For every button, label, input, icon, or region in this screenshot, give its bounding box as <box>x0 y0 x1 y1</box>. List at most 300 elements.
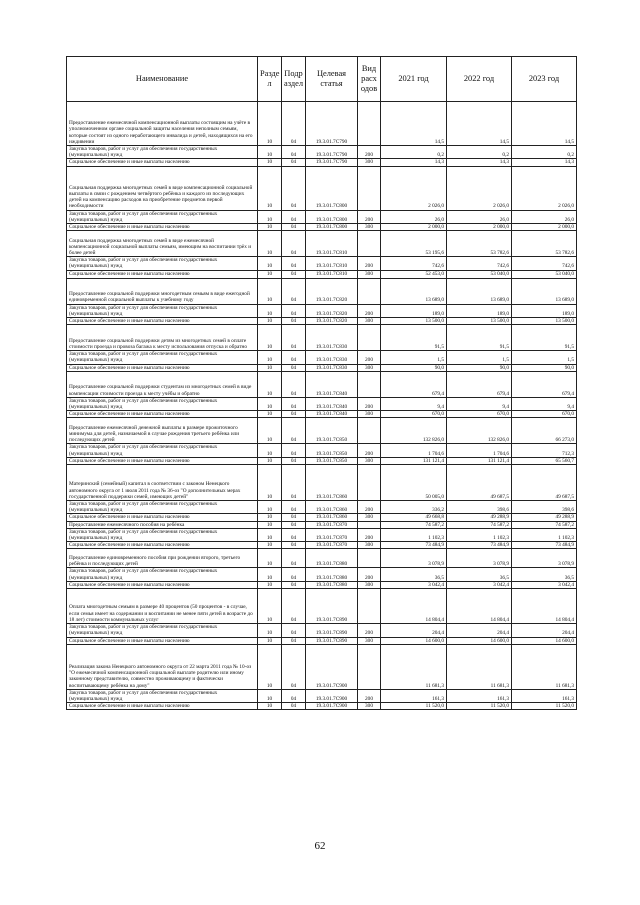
cell-vid: 200 <box>358 624 381 637</box>
table-row <box>67 542 577 549</box>
cell-y2022: 189,0 <box>447 304 512 317</box>
cell-name: Реализация закона Ненецкого автономного округа от 22 марта 2011 года № 10-оз "О ежемесячной компенсационной социальной выплате родителю или иному законному представителю, совместно проживающему и фактически воспитывающему ребёнка на дому" <box>67 644 258 689</box>
cell-tsel: 19.3.01.7С850 <box>306 444 358 457</box>
cell-tsel: 19.3.01.7С820 <box>306 278 358 304</box>
cell-razdel: 10 <box>258 465 282 501</box>
table-row <box>67 231 577 257</box>
cell-vid: 200 <box>358 210 381 223</box>
cell-vid: 300 <box>358 581 381 588</box>
cell-name: Закупка товаров, работ и услуг для обеспечения государственных (муниципальных) нужд <box>67 689 258 702</box>
cell-podrazdel: 04 <box>282 549 306 568</box>
cell-y2021: 53 195,6 <box>381 231 447 257</box>
cell-tsel: 19.3.01.7С830 <box>306 364 358 371</box>
cell-tsel: 19.3.01.7С870 <box>306 521 358 528</box>
table-row <box>67 224 577 231</box>
table-row <box>67 528 577 541</box>
cell-y2022: 3 042,4 <box>447 581 512 588</box>
cell-razdel: 10 <box>258 210 282 223</box>
cell-y2023: 670,0 <box>512 411 577 418</box>
cell-vid: 200 <box>358 501 381 514</box>
cell-tsel: 19.3.01.7С810 <box>306 257 358 270</box>
table-row <box>67 514 577 521</box>
cell-y2022: 26,0 <box>447 210 512 223</box>
cell-podrazdel: 04 <box>282 146 306 159</box>
cell-y2021: 670,0 <box>381 411 447 418</box>
cell-razdel: 10 <box>258 637 282 644</box>
cell-y2022: 53 782,6 <box>447 231 512 257</box>
cell-podrazdel: 04 <box>282 637 306 644</box>
cell-y2021: 14,3 <box>381 159 447 166</box>
cell-podrazdel: 04 <box>282 364 306 371</box>
table-row <box>67 397 577 410</box>
table-row <box>67 589 577 624</box>
column-header-y2022: 2022 год <box>447 57 512 102</box>
cell-razdel: 10 <box>258 166 282 210</box>
cell-tsel: 19.3.01.7С900 <box>306 689 358 702</box>
cell-y2021: 36,5 <box>381 568 447 581</box>
cell-name: Предоставление ежемесячной компенсационной выплаты состоящим на учёте в уполномоченном органе социальной защиты населения неполным семьям, которые состоят из одного неработающего инвалида и детей, находящихся на его иждивении <box>67 102 258 146</box>
cell-tsel: 19.3.01.7С830 <box>306 351 358 364</box>
cell-vid <box>358 589 381 624</box>
cell-y2021: 1 102,3 <box>381 528 447 541</box>
cell-podrazdel: 04 <box>282 278 306 304</box>
cell-razdel: 10 <box>258 703 282 710</box>
cell-y2023: 1,5 <box>512 351 577 364</box>
cell-y2023: 712,3 <box>512 444 577 457</box>
cell-tsel: 19.3.01.7С870 <box>306 528 358 541</box>
cell-y2022: 74 587,2 <box>447 521 512 528</box>
cell-vid: 300 <box>358 224 381 231</box>
cell-y2023: 679,4 <box>512 371 577 397</box>
cell-tsel: 19.3.01.7С790 <box>306 102 358 146</box>
cell-razdel: 10 <box>258 270 282 278</box>
cell-vid <box>358 418 381 444</box>
cell-name: Закупка товаров, работ и услуг для обеспечения государственных (муниципальных) нужд <box>67 568 258 581</box>
cell-podrazdel: 04 <box>282 457 306 464</box>
cell-tsel: 19.3.01.7С860 <box>306 514 358 521</box>
cell-podrazdel: 04 <box>282 371 306 397</box>
cell-razdel: 10 <box>258 318 282 325</box>
cell-y2023: 49 687,5 <box>512 465 577 501</box>
cell-razdel: 10 <box>258 568 282 581</box>
cell-podrazdel: 04 <box>282 257 306 270</box>
cell-podrazdel: 04 <box>282 304 306 317</box>
cell-y2023: 91,5 <box>512 325 577 351</box>
cell-name: Закупка товаров, работ и услуг для обеспечения государственных (муниципальных) нужд <box>67 444 258 457</box>
cell-y2022: 1,5 <box>447 351 512 364</box>
cell-tsel: 19.3.01.7С800 <box>306 166 358 210</box>
cell-y2022: 161,3 <box>447 689 512 702</box>
column-header-name: Наименование <box>67 57 258 102</box>
cell-y2023: 11 520,0 <box>512 703 577 710</box>
cell-razdel: 10 <box>258 278 282 304</box>
cell-podrazdel: 04 <box>282 501 306 514</box>
column-header-razdel: Разде л <box>258 57 282 102</box>
cell-y2022: 1 102,3 <box>447 528 512 541</box>
cell-name: Предоставление социальной поддержки студентам из многодетных семей в виде компенсации стоимости проезда к месту учёбы и обратно <box>67 371 258 397</box>
cell-y2022: 36,5 <box>447 568 512 581</box>
cell-y2021: 14,5 <box>381 102 447 146</box>
cell-podrazdel: 04 <box>282 514 306 521</box>
table-row <box>67 318 577 325</box>
table-row <box>67 351 577 364</box>
cell-razdel: 10 <box>258 457 282 464</box>
cell-name: Социальное обеспечение и иные выплаты населению <box>67 224 258 231</box>
cell-podrazdel: 04 <box>282 568 306 581</box>
cell-name: Социальное обеспечение и иные выплаты населению <box>67 457 258 464</box>
cell-y2022: 11 520,0 <box>447 703 512 710</box>
table-row <box>67 521 577 528</box>
cell-y2022: 0,2 <box>447 146 512 159</box>
cell-y2023: 14,5 <box>512 102 577 146</box>
cell-name: Закупка товаров, работ и услуг для обеспечения государственных (муниципальных) нужд <box>67 397 258 410</box>
cell-razdel: 10 <box>258 514 282 521</box>
cell-podrazdel: 04 <box>282 521 306 528</box>
cell-y2023: 13 689,0 <box>512 278 577 304</box>
cell-y2023: 65 560,7 <box>512 457 577 464</box>
cell-vid <box>358 325 381 351</box>
cell-podrazdel: 04 <box>282 411 306 418</box>
cell-y2023: 161,3 <box>512 689 577 702</box>
cell-y2022: 11 681,3 <box>447 644 512 689</box>
cell-vid <box>358 371 381 397</box>
cell-tsel: 19.3.01.7С850 <box>306 457 358 464</box>
cell-y2023: 90,0 <box>512 364 577 371</box>
cell-razdel: 10 <box>258 351 282 364</box>
cell-y2023: 2 000,0 <box>512 224 577 231</box>
cell-y2023: 3 042,4 <box>512 581 577 588</box>
cell-y2022: 742,6 <box>447 257 512 270</box>
cell-razdel: 10 <box>258 231 282 257</box>
cell-y2023: 36,5 <box>512 568 577 581</box>
cell-y2023: 14 600,0 <box>512 637 577 644</box>
table-row <box>67 465 577 501</box>
cell-razdel: 10 <box>258 325 282 351</box>
cell-podrazdel: 04 <box>282 231 306 257</box>
cell-y2021: 73 484,9 <box>381 542 447 549</box>
cell-y2023: 204,4 <box>512 624 577 637</box>
budget-table <box>66 56 577 710</box>
cell-name: Материнский (семейный) капитал в соответствии с законом Ненецкого автономного округа от 1 июля 2011 года № 36-оз "О дополнительных мерах государственной поддержки семей, имеющих детей" <box>67 465 258 501</box>
cell-y2021: 50 005,0 <box>381 465 447 501</box>
cell-vid: 200 <box>358 146 381 159</box>
table-row <box>67 270 577 278</box>
cell-tsel: 19.3.01.7С890 <box>306 589 358 624</box>
cell-podrazdel: 04 <box>282 318 306 325</box>
cell-name: Закупка товаров, работ и услуг для обеспечения государственных (муниципальных) нужд <box>67 624 258 637</box>
cell-y2023: 49 288,9 <box>512 514 577 521</box>
table-row <box>67 457 577 464</box>
table-row <box>67 371 577 397</box>
cell-podrazdel: 04 <box>282 444 306 457</box>
table-row <box>67 159 577 166</box>
cell-vid: 300 <box>358 364 381 371</box>
cell-y2022: 49 288,9 <box>447 514 512 521</box>
table-row <box>67 549 577 568</box>
cell-vid <box>358 465 381 501</box>
cell-tsel: 19.3.01.7С860 <box>306 465 358 501</box>
cell-podrazdel: 04 <box>282 689 306 702</box>
cell-tsel: 19.3.01.7С860 <box>306 501 358 514</box>
cell-y2023: 11 681,3 <box>512 644 577 689</box>
cell-y2022: 2 000,0 <box>447 224 512 231</box>
cell-y2022: 679,4 <box>447 371 512 397</box>
table-row <box>67 278 577 304</box>
cell-y2022: 73 484,9 <box>447 542 512 549</box>
cell-name: Закупка товаров, работ и услуг для обеспечения государственных (муниципальных) нужд <box>67 146 258 159</box>
cell-tsel: 19.3.01.7С810 <box>306 270 358 278</box>
cell-y2021: 161,3 <box>381 689 447 702</box>
table-row <box>67 102 577 146</box>
cell-podrazdel: 04 <box>282 465 306 501</box>
table-row <box>67 703 577 710</box>
cell-name: Закупка товаров, работ и услуг для обеспечения государственных (муниципальных) нужд <box>67 210 258 223</box>
cell-y2021: 49 668,8 <box>381 514 447 521</box>
cell-podrazdel: 04 <box>282 644 306 689</box>
cell-y2021: 204,4 <box>381 624 447 637</box>
cell-y2022: 14 804,4 <box>447 589 512 624</box>
cell-name: Закупка товаров, работ и услуг для обеспечения государственных (муниципальных) нужд <box>67 501 258 514</box>
cell-tsel: 19.3.01.7С880 <box>306 568 358 581</box>
cell-y2021: 0,2 <box>381 146 447 159</box>
cell-name: Социальная поддержка многодетных семей в виде ежемесячной компенсационной социальной выплаты семьям, имеющим на воспитании трёх и более детей <box>67 231 258 257</box>
cell-y2023: 398,6 <box>512 501 577 514</box>
cell-vid: 300 <box>358 318 381 325</box>
cell-vid <box>358 278 381 304</box>
cell-tsel: 19.3.01.7С890 <box>306 624 358 637</box>
cell-tsel: 19.3.01.7С790 <box>306 159 358 166</box>
cell-podrazdel: 04 <box>282 166 306 210</box>
cell-y2022: 91,5 <box>447 325 512 351</box>
cell-y2023: 14,3 <box>512 159 577 166</box>
cell-y2021: 189,0 <box>381 304 447 317</box>
table-row <box>67 444 577 457</box>
cell-podrazdel: 04 <box>282 581 306 588</box>
cell-y2021: 1 704,6 <box>381 444 447 457</box>
cell-name: Социальное обеспечение и иные выплаты населению <box>67 270 258 278</box>
cell-y2022: 14 600,0 <box>447 637 512 644</box>
cell-name: Социальное обеспечение и иные выплаты населению <box>67 581 258 588</box>
cell-y2023: 66 273,0 <box>512 418 577 444</box>
cell-razdel: 10 <box>258 542 282 549</box>
cell-podrazdel: 04 <box>282 528 306 541</box>
cell-y2021: 74 587,2 <box>381 521 447 528</box>
cell-name: Социальное обеспечение и иные выплаты населению <box>67 514 258 521</box>
cell-vid: 300 <box>358 637 381 644</box>
table-row <box>67 257 577 270</box>
cell-y2021: 336,2 <box>381 501 447 514</box>
cell-name: Социальная поддержка многодетных семей в виде компенсационной социальной выплаты в связи с рождением четвёртого ребёнка и каждого из последующих детей на компенсацию расходов на приобретение предметов первой необходимости <box>67 166 258 210</box>
cell-podrazdel: 04 <box>282 624 306 637</box>
cell-tsel: 19.3.01.7С840 <box>306 411 358 418</box>
cell-name: Оплата многодетным семьям в размере 40 процентов (50 процентов - в случае, если семья имеет на содержании и воспитании не менее пяти детей в возрасте до 18 лет) стоимости коммунальных услуг <box>67 589 258 624</box>
cell-tsel: 19.3.01.7С820 <box>306 304 358 317</box>
cell-vid <box>358 549 381 568</box>
cell-vid: 300 <box>358 270 381 278</box>
cell-y2022: 2 026,0 <box>447 166 512 210</box>
cell-name: Предоставление социальной поддержки детям из многодетных семей в оплате стоимости проезда и провоза багажа к месту использования отпуска и обратно <box>67 325 258 351</box>
cell-y2021: 52 453,0 <box>381 270 447 278</box>
cell-tsel: 19.3.01.7С900 <box>306 644 358 689</box>
cell-name: Предоставление социальной поддержки многодетным семьям в виде ежегодной единовременной социальной выплаты к учебному году <box>67 278 258 304</box>
cell-y2021: 2 026,0 <box>381 166 447 210</box>
cell-podrazdel: 04 <box>282 351 306 364</box>
column-header-vid: Вид расх одов <box>358 57 381 102</box>
table-row <box>67 689 577 702</box>
cell-tsel: 19.3.01.7С870 <box>306 542 358 549</box>
table-row <box>67 411 577 418</box>
cell-razdel: 10 <box>258 589 282 624</box>
cell-y2021: 11 681,3 <box>381 644 447 689</box>
budget-table-container <box>66 56 576 710</box>
cell-y2023: 13 500,0 <box>512 318 577 325</box>
cell-y2023: 53 782,6 <box>512 231 577 257</box>
table-row <box>67 501 577 514</box>
cell-podrazdel: 04 <box>282 397 306 410</box>
cell-y2021: 13 689,0 <box>381 278 447 304</box>
cell-y2023: 9,4 <box>512 397 577 410</box>
cell-y2021: 679,4 <box>381 371 447 397</box>
cell-y2023: 53 040,0 <box>512 270 577 278</box>
cell-vid <box>358 231 381 257</box>
cell-tsel: 19.3.01.7С830 <box>306 325 358 351</box>
cell-razdel: 10 <box>258 528 282 541</box>
cell-podrazdel: 04 <box>282 325 306 351</box>
cell-razdel: 10 <box>258 418 282 444</box>
cell-podrazdel: 04 <box>282 102 306 146</box>
cell-tsel: 19.3.01.7С800 <box>306 210 358 223</box>
table-row <box>67 568 577 581</box>
cell-podrazdel: 04 <box>282 703 306 710</box>
cell-podrazdel: 04 <box>282 542 306 549</box>
cell-razdel: 10 <box>258 257 282 270</box>
cell-y2023: 73 484,9 <box>512 542 577 549</box>
cell-y2023: 742,6 <box>512 257 577 270</box>
cell-name: Предоставление ежемесячной денежной выплаты в размере прожиточного минимума для детей, назначаемой в случае рождения третьего ребёнка или последующих детей <box>67 418 258 444</box>
table-row <box>67 304 577 317</box>
cell-tsel: 19.3.01.7С840 <box>306 397 358 410</box>
cell-vid: 200 <box>358 397 381 410</box>
cell-vid: 200 <box>358 257 381 270</box>
cell-name: Социальное обеспечение и иные выплаты населению <box>67 318 258 325</box>
cell-name: Закупка товаров, работ и услуг для обеспечения государственных (муниципальных) нужд <box>67 304 258 317</box>
cell-y2021: 2 000,0 <box>381 224 447 231</box>
cell-razdel: 10 <box>258 364 282 371</box>
table-row <box>67 418 577 444</box>
table-row <box>67 644 577 689</box>
cell-razdel: 10 <box>258 146 282 159</box>
cell-y2023: 3 078,9 <box>512 549 577 568</box>
cell-name: Социальное обеспечение и иные выплаты населению <box>67 364 258 371</box>
cell-vid <box>358 644 381 689</box>
column-header-y2021: 2021 год <box>381 57 447 102</box>
cell-vid: 300 <box>358 514 381 521</box>
cell-name: Социальное обеспечение и иные выплаты населению <box>67 703 258 710</box>
cell-razdel: 10 <box>258 644 282 689</box>
table-header <box>67 57 577 102</box>
column-header-y2023: 2023 год <box>512 57 577 102</box>
cell-y2023: 1 102,3 <box>512 528 577 541</box>
cell-tsel: 19.3.01.7С810 <box>306 231 358 257</box>
cell-name: Социальное обеспечение и иные выплаты населению <box>67 637 258 644</box>
cell-y2022: 131 121,4 <box>447 457 512 464</box>
cell-y2022: 49 687,5 <box>447 465 512 501</box>
cell-podrazdel: 04 <box>282 589 306 624</box>
column-header-tsel: Целевая статья <box>306 57 358 102</box>
cell-vid: 300 <box>358 457 381 464</box>
cell-name: Предоставление ежемесячного пособия на ребёнка <box>67 521 258 528</box>
cell-name: Социальное обеспечение и иные выплаты населению <box>67 159 258 166</box>
cell-tsel: 19.3.01.7С900 <box>306 703 358 710</box>
cell-y2022: 3 078,9 <box>447 549 512 568</box>
cell-y2021: 13 500,0 <box>381 318 447 325</box>
cell-razdel: 10 <box>258 371 282 397</box>
cell-y2021: 3 042,4 <box>381 581 447 588</box>
cell-y2021: 14 600,0 <box>381 637 447 644</box>
cell-y2022: 204,4 <box>447 624 512 637</box>
cell-vid <box>358 102 381 146</box>
cell-y2021: 131 121,4 <box>381 457 447 464</box>
cell-name: Закупка товаров, работ и услуг для обеспечения государственных (муниципальных) нужд <box>67 351 258 364</box>
table-row <box>67 637 577 644</box>
cell-podrazdel: 04 <box>282 418 306 444</box>
cell-podrazdel: 04 <box>282 159 306 166</box>
cell-vid: 200 <box>358 304 381 317</box>
cell-y2021: 14 804,4 <box>381 589 447 624</box>
page-number: 62 <box>314 840 326 852</box>
cell-vid <box>358 521 381 528</box>
cell-podrazdel: 04 <box>282 224 306 231</box>
cell-y2021: 11 520,0 <box>381 703 447 710</box>
cell-vid: 200 <box>358 689 381 702</box>
cell-razdel: 10 <box>258 689 282 702</box>
cell-tsel: 19.3.01.7С850 <box>306 418 358 444</box>
cell-y2023: 74 587,2 <box>512 521 577 528</box>
cell-tsel: 19.3.01.7С880 <box>306 581 358 588</box>
cell-tsel: 19.3.01.7С820 <box>306 318 358 325</box>
table-row <box>67 624 577 637</box>
cell-razdel: 10 <box>258 397 282 410</box>
cell-y2022: 132 826,0 <box>447 418 512 444</box>
cell-vid: 200 <box>358 444 381 457</box>
cell-y2021: 1,5 <box>381 351 447 364</box>
cell-razdel: 10 <box>258 521 282 528</box>
cell-razdel: 10 <box>258 624 282 637</box>
cell-y2022: 13 500,0 <box>447 318 512 325</box>
cell-y2021: 132 826,0 <box>381 418 447 444</box>
cell-name: Предоставление единовременного пособия при рождении второго, третьего ребёнка и последующих детей <box>67 549 258 568</box>
cell-razdel: 10 <box>258 304 282 317</box>
cell-y2023: 0,2 <box>512 146 577 159</box>
cell-vid: 300 <box>358 703 381 710</box>
cell-razdel: 10 <box>258 411 282 418</box>
column-header-podrazdel: Подр аздел <box>282 57 306 102</box>
header-row <box>67 57 577 102</box>
cell-y2023: 14 804,4 <box>512 589 577 624</box>
cell-y2023: 189,0 <box>512 304 577 317</box>
cell-razdel: 10 <box>258 549 282 568</box>
cell-razdel: 10 <box>258 224 282 231</box>
cell-tsel: 19.3.01.7С890 <box>306 637 358 644</box>
cell-y2021: 26,0 <box>381 210 447 223</box>
cell-y2021: 9,4 <box>381 397 447 410</box>
cell-y2022: 14,3 <box>447 159 512 166</box>
cell-y2022: 13 689,0 <box>447 278 512 304</box>
cell-y2021: 91,5 <box>381 325 447 351</box>
cell-y2022: 90,0 <box>447 364 512 371</box>
cell-y2021: 90,0 <box>381 364 447 371</box>
cell-vid: 200 <box>358 351 381 364</box>
